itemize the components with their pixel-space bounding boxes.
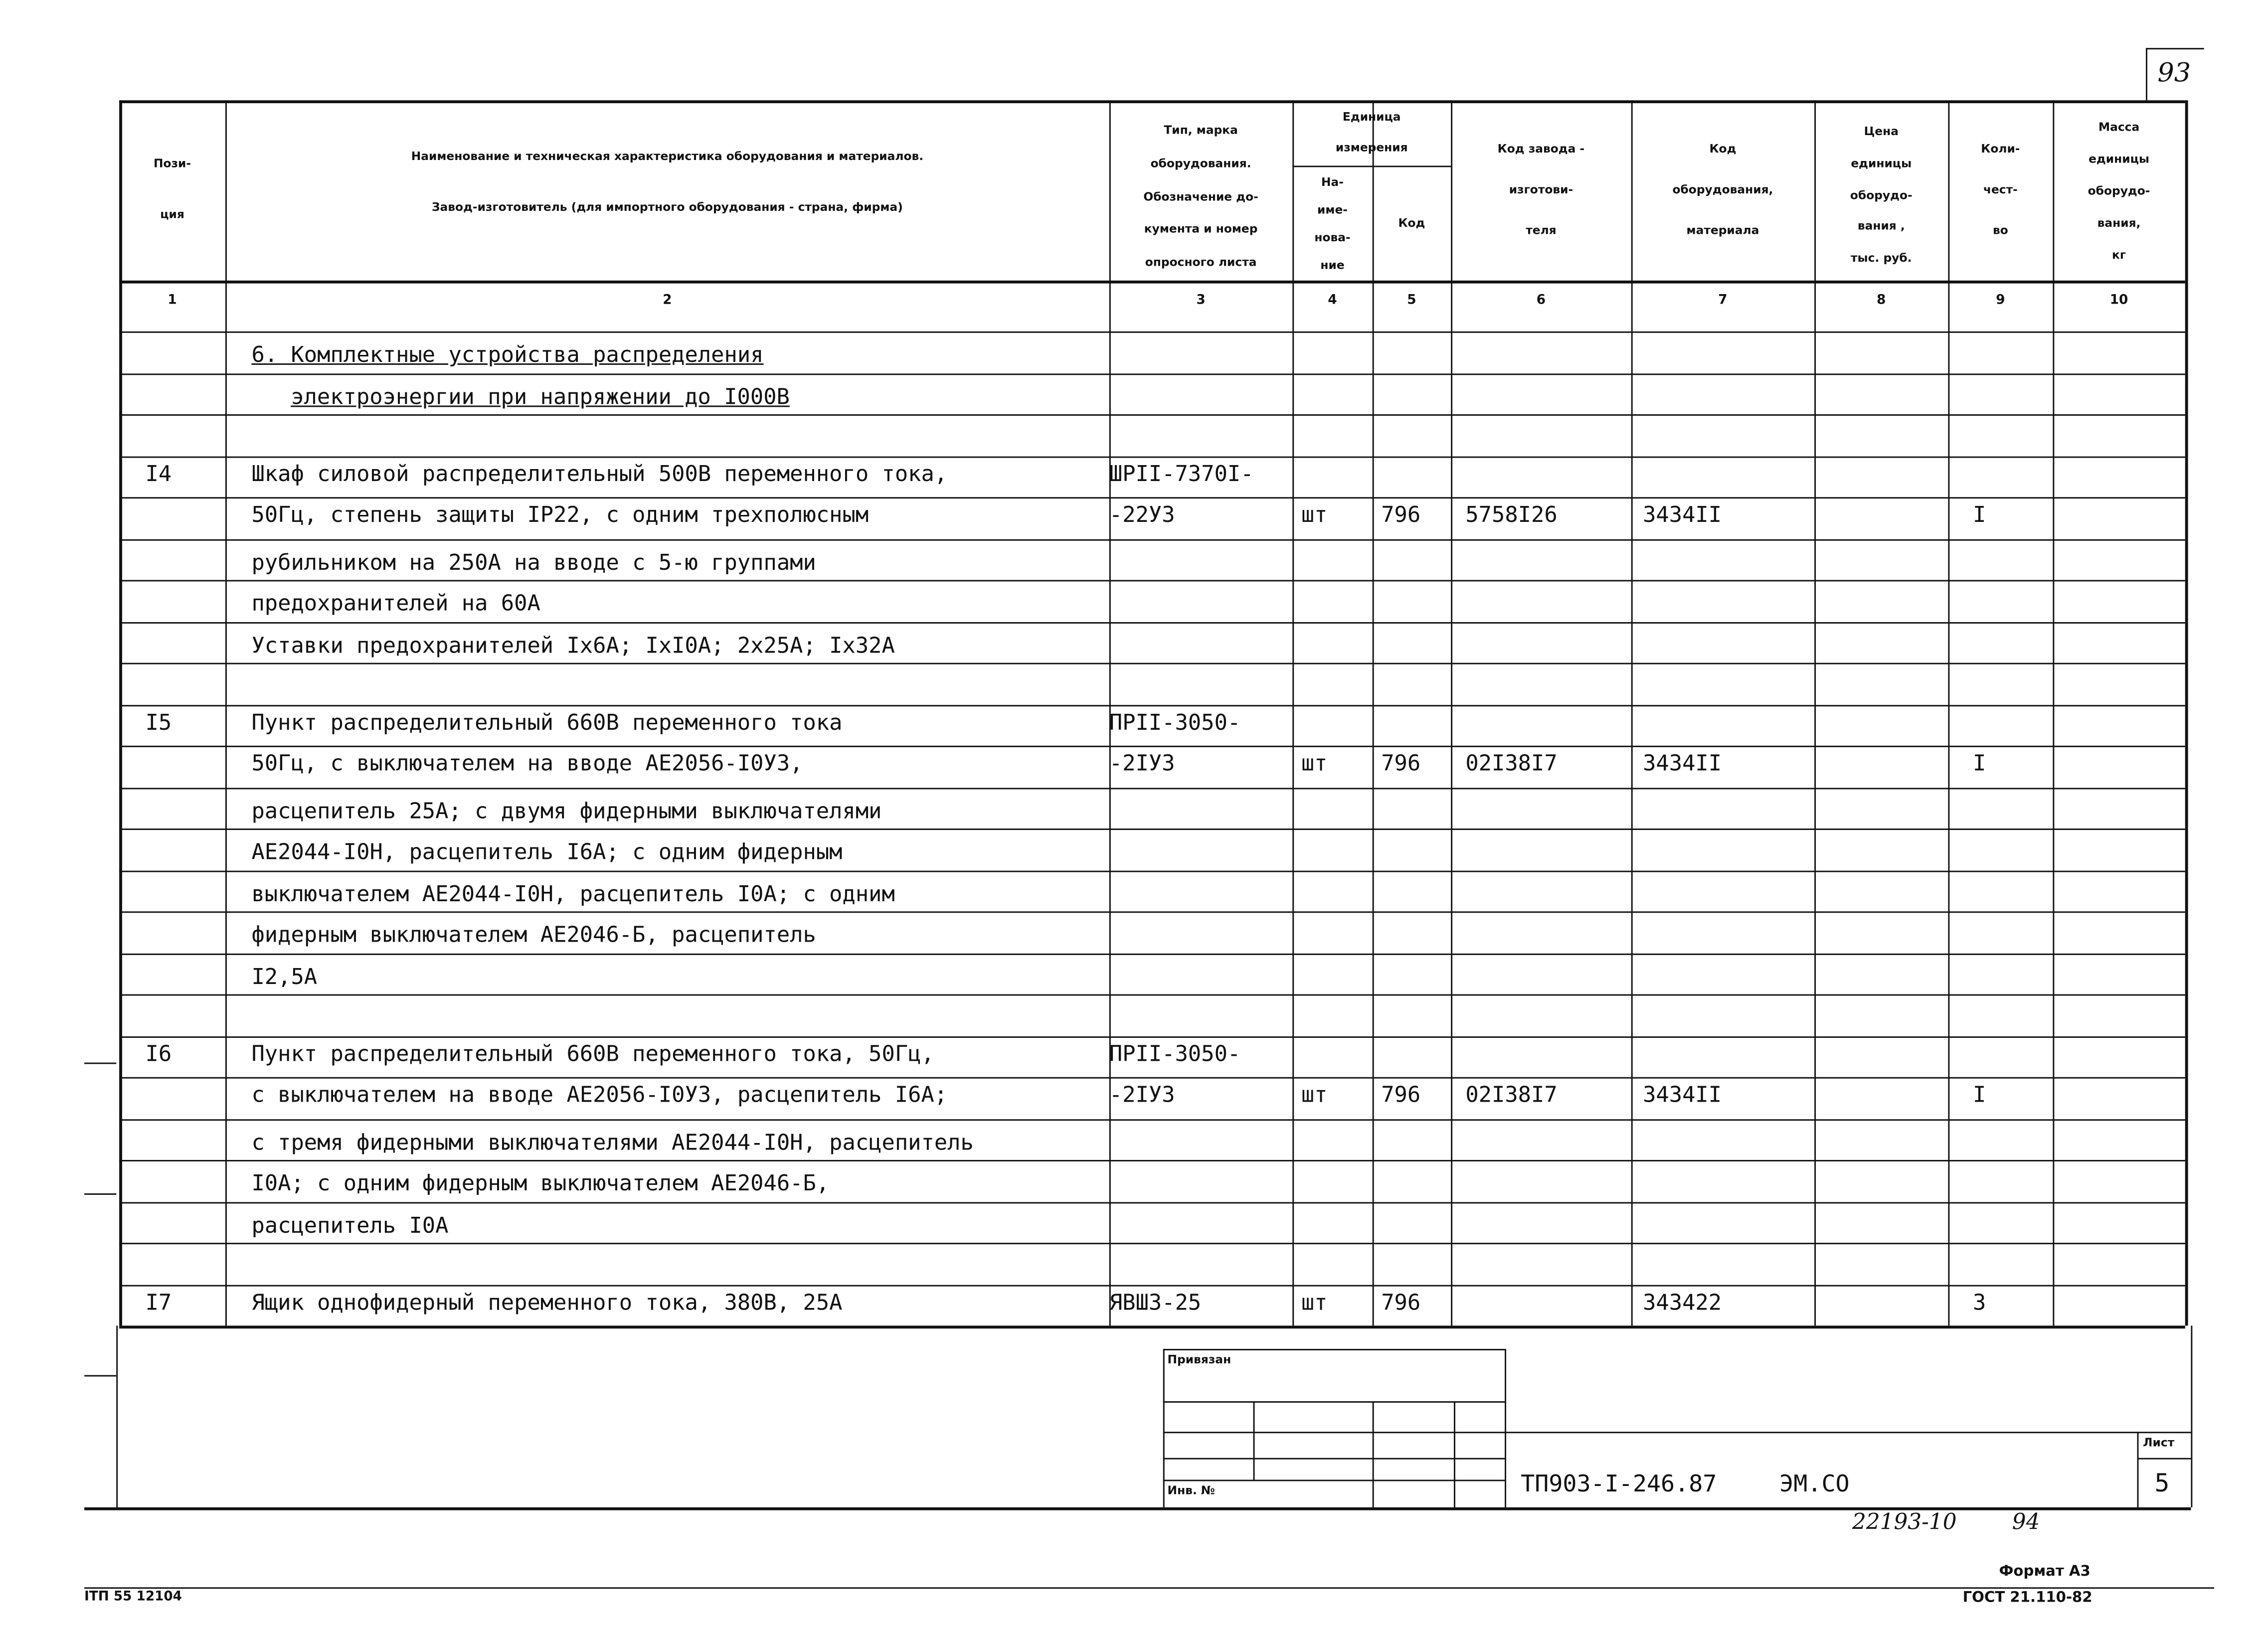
divider bbox=[119, 1119, 2185, 1120]
header-col7: Код bbox=[1709, 142, 1737, 155]
divider bbox=[119, 953, 2185, 954]
header-col3: Обозначение до- bbox=[1143, 189, 1258, 203]
divider bbox=[119, 538, 2185, 540]
column-number: 8 bbox=[1877, 294, 1886, 309]
header-col6: изготови- bbox=[1509, 182, 1573, 196]
item-description: 6. Комплектные устройства распределения bbox=[251, 341, 764, 368]
archive-number: 22193-10 bbox=[1852, 1508, 1957, 1535]
header-col9: Коли- bbox=[1981, 142, 2020, 155]
type-mark: -22У3 bbox=[1109, 501, 1175, 528]
unit-name: шт bbox=[1301, 1289, 1328, 1315]
column-number: 3 bbox=[1196, 294, 1206, 309]
divider bbox=[119, 1284, 2185, 1286]
divider bbox=[2137, 1432, 2139, 1507]
header-col3: Тип, марка bbox=[1164, 123, 1238, 137]
item-description: 50Гц, степень защиты IР22, с одним трехполюсным bbox=[251, 501, 869, 528]
column-number: 6 bbox=[1536, 294, 1546, 309]
divider bbox=[119, 663, 2185, 664]
archive-code: ІТП 55 12104 bbox=[84, 1590, 182, 1605]
plant-code: 02I38I7 bbox=[1465, 1081, 1558, 1108]
divider bbox=[1948, 100, 1949, 1325]
position-cell: I5 bbox=[145, 708, 172, 735]
header-col7: материала bbox=[1686, 223, 1759, 236]
gost-label: ГОСТ 21.110-82 bbox=[1962, 1590, 2093, 1607]
sheet-value: 5 bbox=[2154, 1470, 2170, 1499]
header-unit: Единица bbox=[1342, 110, 1401, 124]
divider bbox=[1373, 1401, 1374, 1507]
attached-label: Привязан bbox=[1167, 1353, 1231, 1367]
item-description: расцепитель 25А; с двумя фидерными выключателями bbox=[251, 797, 882, 823]
position-cell: I7 bbox=[145, 1289, 172, 1315]
divider bbox=[119, 331, 2185, 333]
divider bbox=[119, 281, 2185, 284]
divider bbox=[1292, 100, 1294, 1325]
header-col5: Код bbox=[1398, 216, 1425, 230]
header-unit: измерения bbox=[1335, 141, 1408, 155]
item-description: с выключателем на вводе АЕ2056-I0У3, расцепитель I6А; bbox=[251, 1081, 948, 1108]
header-col9: во bbox=[1993, 223, 2008, 236]
unit-code: 796 bbox=[1381, 1289, 1421, 1315]
divider bbox=[2137, 1458, 2191, 1460]
sheet-number-mark: 93 bbox=[2157, 58, 2191, 89]
item-description: Ящик однофидерный переменного тока, 380В, 25А bbox=[251, 1289, 843, 1315]
header-col4: ние bbox=[1320, 259, 1345, 272]
divider bbox=[84, 1193, 116, 1195]
unit-code: 796 bbox=[1381, 501, 1421, 528]
divider bbox=[1451, 100, 1452, 1325]
item-description: Шкаф силовой распределительный 500В переменного тока, bbox=[251, 460, 948, 487]
unit-code: 796 bbox=[1381, 1081, 1421, 1108]
document-code: ТП903-I-246.87 bbox=[1521, 1470, 1717, 1497]
header-col1: ция bbox=[160, 207, 184, 221]
header-col2: Наименование и техническая характеристика оборудования и материалов. bbox=[411, 150, 924, 163]
position-cell: I6 bbox=[145, 1040, 172, 1066]
divider bbox=[119, 373, 2185, 374]
header-col6: Код завода - bbox=[1497, 142, 1585, 155]
divider bbox=[119, 100, 2185, 103]
divider bbox=[119, 1243, 2185, 1244]
header-col8: тыс. руб. bbox=[1851, 251, 1912, 264]
item-description: АЕ2044-I0Н, расцепитель I6А; с одним фидерным bbox=[251, 838, 843, 865]
divider bbox=[1163, 1349, 1165, 1507]
item-description: Пункт распределительный 660В переменного тока, 50Гц, bbox=[251, 1040, 934, 1066]
item-description: рубильником на 250А на вводе с 5-ю группами bbox=[251, 548, 816, 575]
format-label: Формат А3 bbox=[1999, 1564, 2091, 1580]
equipment-code: 343422 bbox=[1643, 1289, 1722, 1315]
header-col4: нова- bbox=[1314, 231, 1351, 244]
unit-code: 796 bbox=[1381, 750, 1421, 777]
item-description: Пункт распределительный 660В переменного тока bbox=[251, 708, 843, 735]
divider bbox=[119, 1325, 2185, 1328]
divider bbox=[2191, 1325, 2192, 1507]
header-col9: чест- bbox=[1983, 182, 2018, 196]
divider bbox=[119, 870, 2185, 871]
type-mark: ПРII-3050- bbox=[1109, 708, 1241, 735]
page-number: 94 bbox=[2012, 1508, 2040, 1535]
type-mark: -2IУ3 bbox=[1109, 750, 1175, 777]
divider bbox=[1163, 1349, 1505, 1350]
header-col10: кг bbox=[2112, 248, 2126, 261]
divider bbox=[119, 1036, 2185, 1037]
unit-name: шт bbox=[1301, 501, 1328, 528]
divider bbox=[1163, 1432, 2191, 1433]
column-number: 2 bbox=[663, 294, 672, 309]
quantity: I bbox=[1973, 501, 1986, 528]
header-col3: опросного листа bbox=[1145, 256, 1257, 269]
equipment-code: 3434II bbox=[1643, 1081, 1722, 1108]
header-col3: кумента и номер bbox=[1144, 223, 1258, 236]
divider bbox=[119, 1201, 2185, 1203]
column-number: 1 bbox=[168, 294, 177, 309]
header-col10: единицы bbox=[2089, 152, 2149, 165]
divider bbox=[84, 1375, 116, 1377]
header-col10: вания, bbox=[2097, 216, 2141, 229]
header-col10: Масса bbox=[2098, 120, 2140, 133]
divider bbox=[84, 1063, 116, 1064]
divider bbox=[1253, 1401, 1255, 1479]
divider bbox=[119, 580, 2185, 581]
divider bbox=[119, 911, 2185, 913]
header-col8: вания , bbox=[1857, 219, 1905, 233]
header-col10: оборудо- bbox=[2088, 183, 2150, 197]
divider bbox=[1454, 1401, 1455, 1507]
item-description: I2,5А bbox=[251, 963, 318, 989]
header-col8: единицы bbox=[1851, 157, 1912, 170]
item-description: предохранителей на 60А bbox=[251, 590, 540, 617]
equipment-code: 3434II bbox=[1643, 750, 1722, 777]
header-col2: Завод-изготовитель (для импортного оборудования - страна, фирма) bbox=[431, 200, 903, 214]
unit-name: шт bbox=[1301, 1081, 1328, 1108]
divider bbox=[119, 622, 2185, 623]
header-col8: Цена bbox=[1864, 125, 1899, 139]
position-cell: I4 bbox=[145, 460, 172, 487]
divider bbox=[119, 787, 2185, 789]
quantity: I bbox=[1973, 750, 1986, 777]
divider bbox=[84, 1587, 2214, 1589]
divider bbox=[119, 456, 2185, 457]
header-col3: оборудования. bbox=[1150, 157, 1251, 170]
item-description: электроэнергии при напряжении до I000В bbox=[291, 383, 790, 409]
header-col4: На- bbox=[1321, 175, 1344, 189]
item-description: Уставки предохранителей Iх6А; IхI0А; 2х25А; Iх32А bbox=[251, 632, 895, 658]
type-mark: ЯВШ3-25 bbox=[1109, 1289, 1202, 1315]
divider bbox=[119, 414, 2185, 416]
divider bbox=[119, 1160, 2185, 1161]
unit-name: шт bbox=[1301, 750, 1328, 777]
divider bbox=[119, 1077, 2185, 1079]
divider bbox=[119, 746, 2185, 747]
type-mark: -2IУ3 bbox=[1109, 1081, 1175, 1108]
divider bbox=[119, 100, 122, 1325]
divider bbox=[2146, 48, 2147, 100]
header-col4: име- bbox=[1317, 203, 1348, 217]
divider bbox=[1505, 1349, 1506, 1507]
divider bbox=[119, 994, 2185, 996]
sheet-label: Лист bbox=[2143, 1436, 2175, 1450]
divider bbox=[1814, 100, 1816, 1325]
item-description: фидерным выключателем АЕ2046-Б, расцепитель bbox=[251, 921, 816, 948]
equipment-code: 3434II bbox=[1643, 501, 1722, 528]
item-description: выключателем АЕ2044-I0Н, расцепитель I0А; с одним bbox=[251, 880, 895, 907]
plant-code: 02I38I7 bbox=[1465, 750, 1558, 777]
divider bbox=[1373, 100, 1374, 1325]
quantity: 3 bbox=[1973, 1289, 1986, 1315]
divider bbox=[119, 497, 2185, 498]
divider bbox=[2146, 48, 2204, 49]
item-description: I0А; с одним фидерным выключателем АЕ2046-Б, bbox=[251, 1170, 830, 1196]
divider bbox=[119, 828, 2185, 830]
quantity: I bbox=[1973, 1081, 1986, 1108]
header-col6: теля bbox=[1526, 223, 1557, 236]
type-mark: ПРII-3050- bbox=[1109, 1040, 1241, 1066]
inventory-label: Инв. № bbox=[1167, 1484, 1216, 1497]
type-mark: ШРII-7370I- bbox=[1109, 460, 1254, 487]
column-number: 10 bbox=[2109, 294, 2128, 309]
header-col8: оборудо- bbox=[1850, 188, 1913, 201]
section-code: ЭМ.СО bbox=[1779, 1470, 1850, 1497]
divider bbox=[2185, 100, 2188, 1325]
divider bbox=[119, 704, 2185, 706]
divider bbox=[1631, 100, 1633, 1325]
plant-code: 5758I26 bbox=[1465, 501, 1558, 528]
divider bbox=[2053, 100, 2054, 1325]
divider bbox=[225, 100, 227, 1325]
header-col1: Пози- bbox=[153, 157, 191, 170]
divider bbox=[116, 1325, 118, 1507]
item-description: 50Гц, с выключателем на вводе АЕ2056-I0У3, bbox=[251, 750, 803, 777]
item-description: расцепитель I0А bbox=[251, 1211, 449, 1238]
column-number: 5 bbox=[1407, 294, 1416, 309]
column-number: 4 bbox=[1328, 294, 1337, 309]
column-number: 7 bbox=[1718, 294, 1728, 309]
item-description: с тремя фидерными выключателями АЕ2044-I0Н, расцепитель bbox=[251, 1129, 974, 1155]
header-col7: оборудования, bbox=[1672, 182, 1773, 196]
column-number: 9 bbox=[1996, 294, 2005, 309]
